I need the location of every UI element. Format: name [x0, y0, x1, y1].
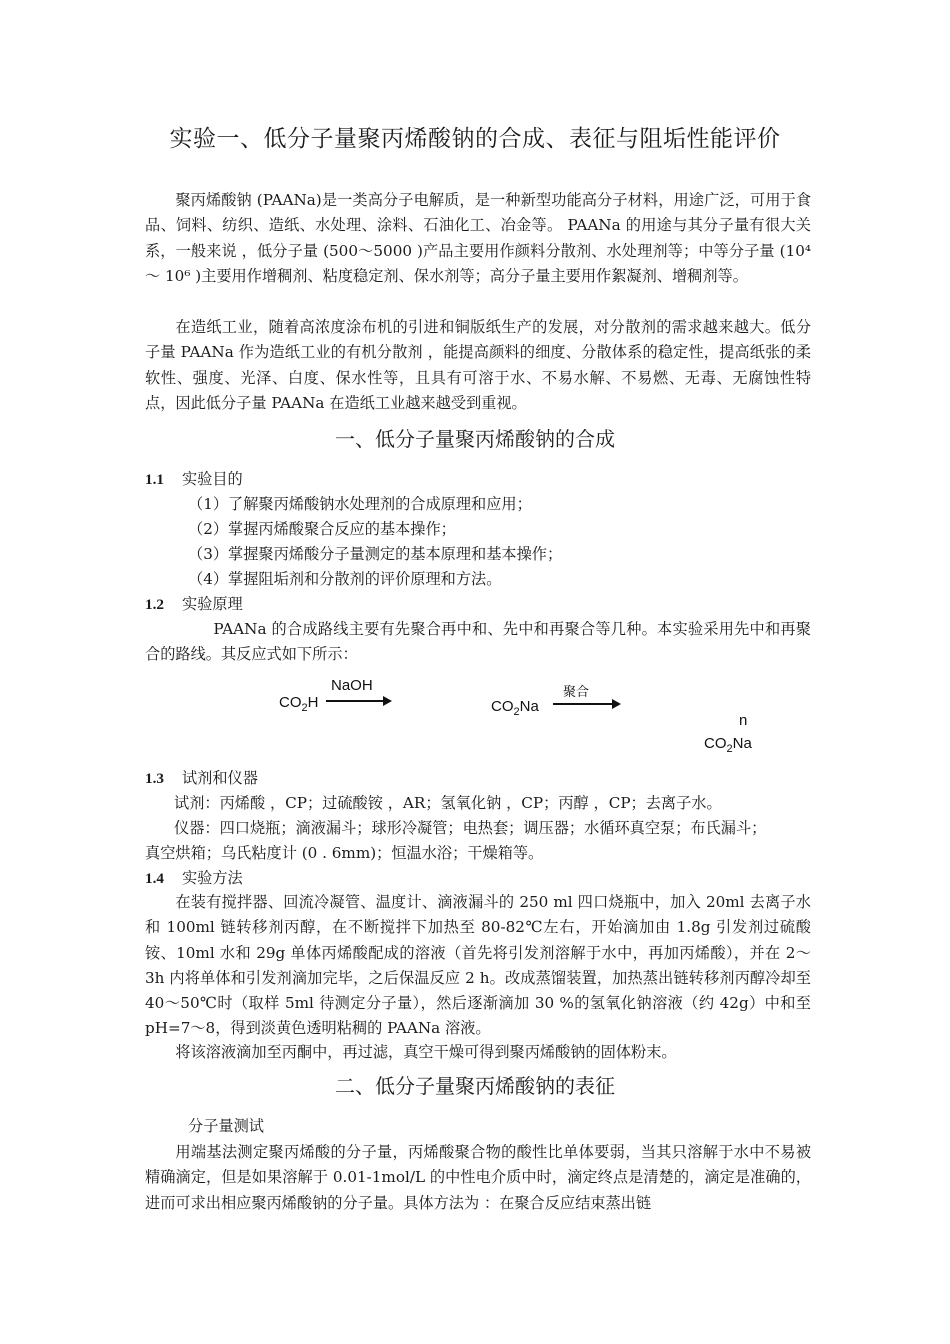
instruments-line-1: 仪器：四口烧瓶；滴液漏斗；球形冷凝管；电热套；调压器；水循环真空泵；布氏漏斗； [174, 819, 767, 837]
section-2-title: 二、低分子量聚丙烯酸钠的表征 [335, 1074, 615, 1098]
molecular-weight-test-heading: 分子量测试 [188, 1117, 264, 1135]
objective-item: （1）了解聚丙烯酸钠水处理剂的合成原理和应用； [188, 495, 532, 513]
reaction-arrow-2 [553, 703, 619, 705]
reagent-naoh-label: NaOH [331, 677, 373, 694]
subsection-1-3-heading [145, 767, 258, 788]
product-formula: $CO_2Na$ [704, 735, 752, 755]
subsection-1-1-heading [145, 468, 243, 489]
subsection-number: 1.2 [145, 596, 164, 613]
reaction-arrow-1 [326, 700, 390, 702]
intro-paragraph-2: 在造纸工业，随着高浓度涂布机的引进和铜版纸生产的发展，对分散剂的需求越来越大。低分子量 PAANa 作为造纸工业的有机分散剂 ，能提高颜料的细度、分散体系的稳定性，提高纸张的柔软性、强度、光泽、白度、保水性等，且具有可溶于水、不易水解、不易燃、无毒、无腐蚀性特点，因此低分子量 PAANa 在造纸工业越来越受到重视。 [145, 318, 811, 412]
subsection-label: 实验目的 [181, 470, 243, 488]
reagents-line: 试剂：丙烯酸 ，CP；过硫酸铵 ，AR；氢氧化钠 ，CP；丙醇 ，CP；去离子水。 [174, 794, 722, 812]
objective-item: （4）掌握阻垢剂和分散剂的评价原理和方法。 [188, 570, 502, 588]
subsection-label: 实验方法 [181, 869, 243, 887]
objective-item: （2）掌握丙烯酸聚合反应的基本操作； [188, 520, 456, 538]
method-paragraph-1: 在装有搅拌器、回流冷凝管、温度计、滴液漏斗的 250 ml 四口烧瓶中，加入 20ml 去离子水和 100ml 链转移剂丙醇，在不断搅拌下加热至 80-82℃左右，开始滴加由 1.8g 引发剂过硫酸铵、10ml 水和 29g 单体丙烯酸配成的溶液（首先将引发剂溶解于水中，再加丙烯酸），并在 2～3h 内将单体和引发剂滴加完毕，之后保温反应 2 h。改成蒸馏装置，加热蒸出链转移剂丙醇冷却至 40～50℃时（取样 5ml 待测定分子量），然后逐渐滴加 30 %的氢氧化钠溶液（约 42g）中和至 pH=7～8，得到淡黄色透明粘稠的 PAANa 溶液。 [145, 893, 811, 1038]
subsection-label: 实验原理 [181, 595, 243, 613]
subsection-label: 试剂和仪器 [181, 769, 258, 787]
section-1-title: 一、低分子量聚丙烯酸钠的合成 [335, 427, 615, 451]
intro-paragraph-1: 聚丙烯酸钠 (PAANa)是一类高分子电解质，是一种新型功能高分子材料，用途广泛，可用于食品、饲料、纺织、造纸、水处理、涂料、石油化工、冶金等。 PAANa 的用途与其分子量有很大关系，一般来说 ，低分子量 (500～5000 )产品主要用作颜料分散剂、水处理剂等；中等分子量 (10⁴～ 10⁶ )主要用作增稠剂、粘度稳定剂、保水剂等；高分子量主要用作絮凝剂、增稠剂等。 [145, 191, 811, 285]
subsection-number: 1.4 [145, 870, 164, 887]
objective-item: （3）掌握聚丙烯酸分子量测定的基本原理和基本操作； [188, 545, 563, 563]
document-title: 实验一、低分子量聚丙烯酸钠的合成、表征与阻垢性能评价 [169, 126, 781, 152]
method-paragraph-2: 将该溶液滴加至丙酮中，再过滤，真空干燥可得到聚丙烯酸钠的固体粉末。 [175, 1043, 677, 1061]
intermediate-formula: $CO_2Na$ [491, 698, 539, 718]
subsection-1-4-heading [145, 867, 243, 888]
principle-paragraph: PAANa 的合成路线主要有先聚合再中和、先中和再聚合等几种。本实验采用先中和再聚合的路线。其反应式如下所示： [145, 620, 811, 664]
subsection-1-2-heading [145, 593, 243, 614]
product-repeat-n: n [739, 712, 748, 729]
reagent-polymerization-label: 聚合 [563, 685, 590, 700]
reactant-formula: $CO_2H$ [279, 694, 319, 714]
instruments-line-2: 真空烘箱；乌氏粘度计 (0 . 6mm)；恒温水浴；干燥箱等。 [145, 844, 544, 862]
subsection-number: 1.1 [145, 471, 164, 488]
subsection-number: 1.3 [145, 770, 164, 787]
characterization-paragraph: 用端基法测定聚丙烯酸的分子量，丙烯酸聚合物的酸性比单体要弱，当其只溶解于水中不易被精确滴定，但是如果溶解于 0.01-1mol/L 的中性电介质中时，滴定终点是清楚的，滴定是准确的，进而可求出相应聚丙烯酸钠的分子量。具体方法为 ：在聚合反应结束蒸出链 [145, 1143, 811, 1212]
